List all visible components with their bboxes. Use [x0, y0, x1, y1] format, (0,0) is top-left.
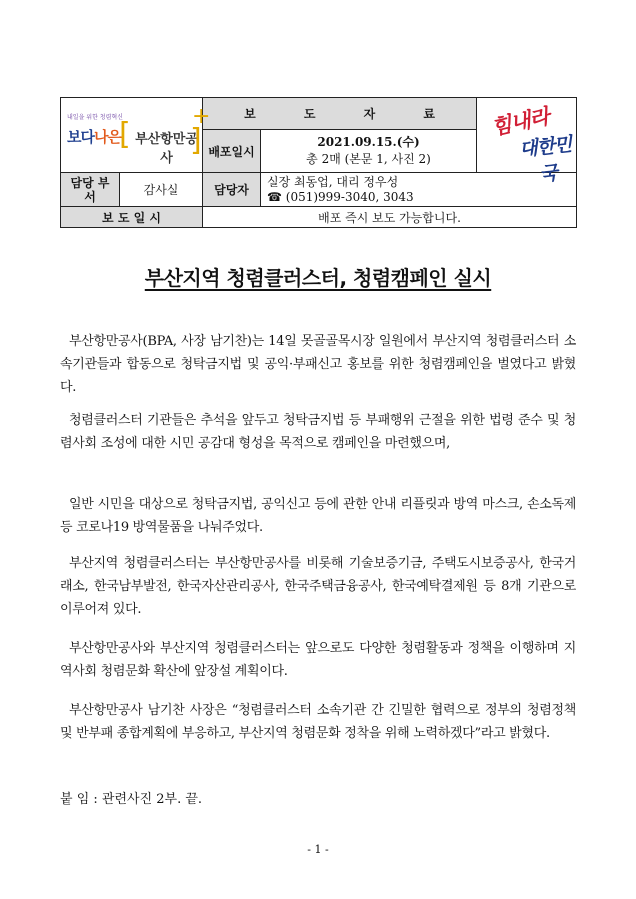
- headline-text: 부산지역 청렴클러스터, 청렴캠페인 실시: [144, 266, 492, 290]
- body-paragraph: 부산항만공사 남기찬 사장은 “청렴클러스터 소속기관 간 긴밀한 협력으로 정부의 청렴정책 및 반부패 종합계획에 부응하고, 부산지역 청렴문화 정착을 위해 노력하겠다”라고 밝혔다.: [60, 703, 576, 741]
- body-paragraph: 부산항만공사와 부산지역 청렴클러스터는 앞으로도 다양한 청렴활동과 정책을 이행하며 지역사회 청렴문화 확산에 앞장설 계획이다.: [60, 641, 576, 679]
- org-logo: [61, 98, 211, 173]
- logo-bracket-left-icon: [: [119, 117, 131, 152]
- logo-slogan-text: 내일을 위한 청렴혁신: [67, 114, 123, 121]
- release-date-cell: [261, 130, 477, 173]
- logo-org-name: 부산항만공사: [135, 132, 198, 166]
- slogan-line-1: 힘내라: [489, 104, 551, 140]
- logo-main-word-1: 보다: [67, 128, 94, 146]
- page-number: - 1 -: [307, 843, 329, 856]
- logo-plus-icon: +: [192, 104, 211, 129]
- report-date-value: 배포 즉시 보도 가능합니다.: [203, 207, 577, 228]
- release-date-label: 배포일시: [203, 130, 261, 173]
- dept-row-left: [61, 173, 203, 207]
- slogan-line-2: 대한민국: [518, 133, 573, 186]
- contact-label: 담당자: [203, 173, 261, 207]
- release-date: 2021.09.15.(수): [317, 135, 420, 149]
- attachment-note: 붙 임 : 관련사진 2부. 끝.: [60, 792, 203, 807]
- logo-main-text: [67, 126, 121, 147]
- body-paragraph: 부산지역 청렴클러스터는 부산항만공사를 비롯해 기술보증기금, 주택도시보증공사, 한국거래소, 한국남부발전, 한국자산관리공사, 한국주택금융공사, 한국예탁결제원 등 8개 기관으로 이루어져 있다.: [60, 556, 576, 617]
- body-paragraph: 부산항만공사(BPA, 사장 남기찬)는 14일 못골골목시장 일원에서 부산지역 청렴클러스터 소속기관들과 합동으로 청탁금지법 및 공익·부패신고 홍보를 위한 청렴캠페인을 벌였다고 밝혔다.: [60, 334, 576, 395]
- page-count: 총 2매 (본문 1, 사진 2): [306, 152, 431, 166]
- contact-phone: ☎ (051)999-3040, 3043: [267, 189, 414, 204]
- body-paragraph: 일반 시민을 대상으로 청탁금지법, 공익신고 등에 관한 안내 리플릿과 방역 마스크, 손소독제 등 코로나19 방역물품을 나눠주었다.: [60, 497, 576, 535]
- press-release-title: 보 도 자 료: [203, 98, 477, 130]
- logo-bracket-right-icon: ]: [190, 123, 202, 158]
- dept-label: 담당 부서: [61, 173, 120, 206]
- logo-main-word-2: 나은: [93, 128, 121, 146]
- report-date-label: 보 도 일 시: [61, 207, 203, 228]
- contact-names: 실장 최동업, 대리 정우성: [267, 174, 399, 189]
- press-header-table: [60, 97, 577, 228]
- body-paragraph: 청렴클러스터 기관들은 추석을 앞두고 청탁금지법 등 부패행위 근절을 위한 법령 준수 및 청렴사회 조성에 대한 시민 공감대 형성을 목적으로 캠페인을 마련했으며,: [60, 413, 576, 451]
- headline: [0, 262, 636, 291]
- slogan-logo: [477, 98, 577, 186]
- dept-value: 감사실: [143, 183, 179, 197]
